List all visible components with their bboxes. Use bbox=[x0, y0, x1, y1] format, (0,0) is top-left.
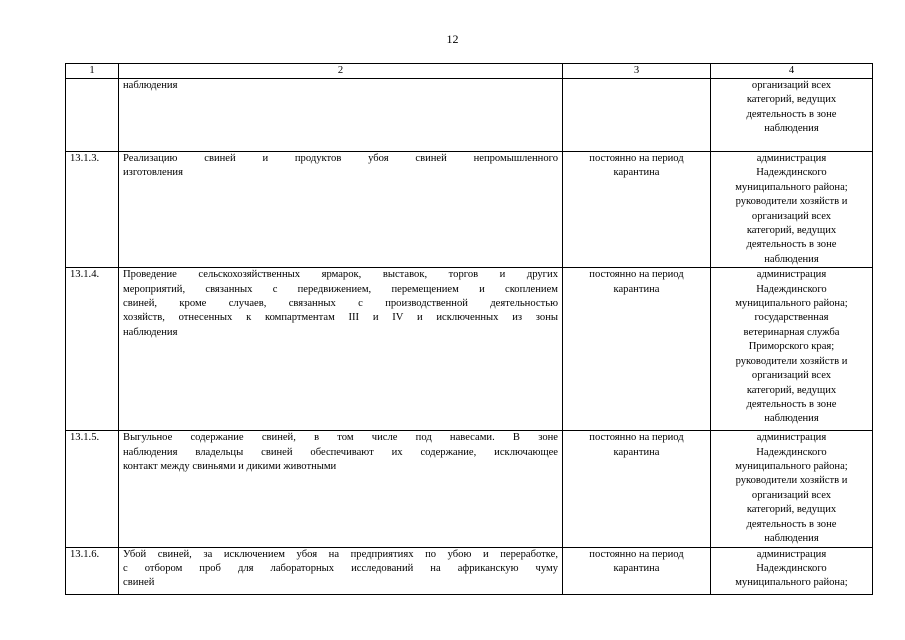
table-row bbox=[66, 431, 873, 547]
description-cell bbox=[119, 268, 563, 431]
description-cell-line: с отбором проб для лабораторных исследований на африканскую чуму bbox=[123, 562, 558, 574]
responsible-cell-line: наблюдения bbox=[764, 253, 819, 265]
responsible-cell-line: администрация bbox=[756, 269, 827, 281]
table-row bbox=[66, 152, 873, 268]
period-cell bbox=[563, 431, 711, 547]
period-cell bbox=[563, 268, 711, 431]
period-cell-line: карантина bbox=[613, 283, 660, 295]
responsible-cell-line: Приморского края; bbox=[748, 341, 835, 353]
responsible-cell-line: Надеждинского bbox=[756, 167, 827, 179]
responsible-cell-line: муниципального района; bbox=[735, 181, 848, 193]
responsible-cell-line: Надеждинского bbox=[756, 283, 827, 295]
responsible-cell-line: руководители хозяйств и bbox=[735, 475, 848, 487]
responsible-cell-line: ветеринарная служба bbox=[743, 326, 840, 338]
responsible-cell-line: Надеждинского bbox=[756, 562, 827, 574]
measures-table bbox=[65, 63, 873, 595]
responsible-cell bbox=[711, 547, 873, 594]
responsible-cell-line: руководители хозяйств и bbox=[735, 355, 848, 367]
responsible-cell-line: организаций всех bbox=[751, 80, 832, 91]
responsible-cell-line: категорий, ведущих bbox=[746, 504, 837, 516]
description-cell-line: контакт между свиньями и дикими животными bbox=[123, 461, 337, 473]
period-cell-line: карантина bbox=[613, 446, 660, 458]
responsible-cell-line: администрация bbox=[756, 153, 827, 164]
period-cell-line: карантина bbox=[613, 167, 660, 179]
responsible-cell bbox=[711, 79, 873, 152]
responsible-cell-line: категорий, ведущих bbox=[746, 384, 837, 396]
item-number-cell: 13.1.4. bbox=[66, 268, 119, 431]
description-cell bbox=[119, 547, 563, 594]
description-cell-line: свиней bbox=[123, 577, 155, 589]
responsible-cell-line: наблюдения bbox=[764, 533, 819, 545]
description-cell bbox=[119, 152, 563, 268]
responsible-cell-line: руководители хозяйств и bbox=[735, 196, 848, 208]
description-cell-line: Проведение сельскохозяйственных ярмарок, выставок, торгов и других bbox=[123, 269, 558, 281]
item-number-cell: 13.1.6. bbox=[66, 547, 119, 594]
period-cell-line: постоянно на период bbox=[589, 432, 684, 444]
period-cell-line: постоянно на период bbox=[589, 269, 684, 281]
table-header-row bbox=[66, 64, 873, 79]
header-cell: 3 bbox=[563, 64, 711, 79]
responsible-cell-line: наблюдения bbox=[764, 413, 819, 425]
period-cell bbox=[563, 79, 711, 152]
responsible-cell-line: муниципального района; bbox=[735, 298, 848, 310]
item-number-cell: 13.1.3. bbox=[66, 152, 119, 268]
responsible-cell-line: деятельность в зоне bbox=[746, 108, 837, 120]
description-cell bbox=[119, 431, 563, 547]
description-cell-line: мероприятий, связанных с передвижением, перемещением и скоплением bbox=[123, 283, 558, 295]
responsible-cell-line: категорий, ведущих bbox=[746, 225, 837, 237]
period-cell-line: карантина bbox=[613, 562, 660, 574]
description-cell-line: свиней, кроме случаев, связанных с производственной деятельностью bbox=[123, 298, 558, 310]
responsible-cell-line: категорий, ведущих bbox=[746, 94, 837, 106]
responsible-cell-line: Надеждинского bbox=[756, 446, 827, 458]
responsible-cell-line: деятельность в зоне bbox=[746, 398, 837, 410]
description-cell bbox=[119, 79, 563, 152]
responsible-cell-line: деятельность в зоне bbox=[746, 518, 837, 530]
description-cell-line: Убой свиней, за исключением убоя на предприятиях по убою и переработке, bbox=[123, 548, 558, 560]
description-cell-line: Реализацию свиней и продуктов убоя свиней непромышленного bbox=[123, 153, 558, 164]
responsible-cell bbox=[711, 431, 873, 547]
header-cell: 4 bbox=[711, 64, 873, 79]
responsible-cell-line: наблюдения bbox=[764, 123, 819, 135]
table-row bbox=[66, 79, 873, 152]
header-cell: 1 bbox=[66, 64, 119, 79]
table-row bbox=[66, 268, 873, 431]
responsible-cell-line: организаций всех bbox=[751, 489, 832, 501]
period-cell bbox=[563, 152, 711, 268]
responsible-cell-line: муниципального района; bbox=[735, 461, 848, 473]
period-cell bbox=[563, 547, 711, 594]
responsible-cell-line: администрация bbox=[756, 432, 827, 444]
responsible-cell-line: администрация bbox=[756, 548, 827, 560]
responsible-cell-line: муниципального района; bbox=[735, 577, 848, 589]
responsible-cell bbox=[711, 152, 873, 268]
responsible-cell-line: организаций всех bbox=[751, 210, 832, 222]
period-cell-line: постоянно на период bbox=[589, 153, 684, 164]
description-cell-line: наблюдения владельцы свиней обеспечивают их содержание, исключающее bbox=[123, 446, 558, 458]
description-cell-line: Выгульное содержание свиней, в том числе под навесами. В зоне bbox=[123, 432, 558, 444]
description-cell-line: хозяйств, отнесенных к компартментам III и IV и исключенных из зоны bbox=[123, 312, 558, 324]
responsible-cell-line: деятельность в зоне bbox=[746, 239, 837, 251]
item-number-cell bbox=[66, 79, 119, 152]
header-cell: 2 bbox=[119, 64, 563, 79]
period-cell-line: постоянно на период bbox=[589, 548, 684, 560]
item-number-cell: 13.1.5. bbox=[66, 431, 119, 547]
table-row bbox=[66, 547, 873, 594]
responsible-cell-line: организаций всех bbox=[751, 370, 832, 382]
description-cell-line: изготовления bbox=[123, 167, 183, 179]
description-cell-line: наблюдения bbox=[123, 80, 178, 91]
responsible-cell bbox=[711, 268, 873, 431]
page-number: 12 bbox=[446, 32, 459, 46]
description-cell-line: наблюдения bbox=[123, 326, 178, 338]
responsible-cell-line: государственная bbox=[754, 312, 829, 324]
